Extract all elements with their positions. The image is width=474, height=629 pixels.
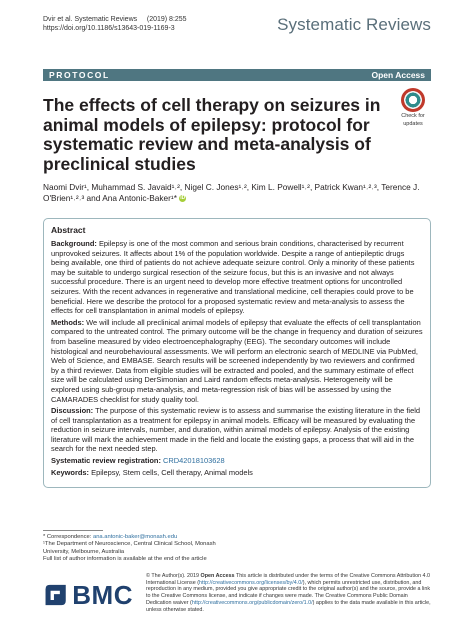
license-link-cc-zero[interactable]: http://creativecommons.org/publicdomain/zero/1.0/ (191, 599, 313, 606)
citation: Dvir et al. Systematic Reviews (43, 16, 138, 23)
author-info-note: Full list of author information is available at the end of the article (43, 556, 207, 563)
methods-text: We will include all preclinical animal models of epilepsy that evaluate the effects of cell transplantation compared to the untreated control. The primary outcome will be the change in frequency and duration of seizures from baseline measured by video electroencephalography (EEG). The secondary outcomes will include histological and neurobehavioural assessments. We will perform an electronic search of MEDLINE via PubMed, Web of Science, and EMBASE. Search results will be screened independently by two reviewers and confirmed by a third reviewer. Data from eligible studies will be extracted and pooled, and the summary estimate of effect size will be calculated using DerSimonian and Laird random effects meta-analysis. Heterogeneity will be explored using sub-group meta-analysis, and meta-regression risk of bias will be assessed by using the CAMARADES checklist for study quality tool. (51, 317, 423, 404)
open-access-label: Open Access (371, 70, 425, 80)
discussion-label: Discussion: (51, 406, 94, 416)
registration-link[interactable]: CRD42018103628 (163, 456, 225, 466)
bmc-logo (43, 575, 133, 615)
bmc-mark-icon (43, 580, 68, 610)
abstract-methods (51, 318, 423, 404)
footnotes (43, 530, 223, 564)
correspondence-label: * Correspondence: (43, 534, 92, 540)
article-meta (43, 15, 187, 33)
affiliation: ¹The Department of Neuroscience, Central Clinical School, Monash University, Melbourne, Australia (43, 541, 216, 555)
correspondence-email[interactable]: ana.antonic-baker@monash.edu (92, 534, 178, 540)
article-type-banner (43, 69, 431, 81)
keywords-label: Keywords: (51, 467, 90, 477)
license-link-cc-by[interactable]: http://creativecommons.org/licenses/by/4.0/ (199, 579, 303, 586)
footnote-divider (43, 530, 103, 531)
license-open-access: Open Access (200, 573, 235, 579)
registration-label: Systematic review registration: (51, 456, 161, 466)
license-body-3: ) applies to the data made available in this article, unless otherwise stated. (146, 599, 431, 613)
orcid-icon[interactable]: iD (180, 195, 186, 202)
doi-link[interactable]: https://doi.org/10.1186/s13643-019-1169-3 (43, 25, 175, 32)
license-copyright: © The Author(s). 2019 (146, 573, 200, 579)
bmc-logo-text: BMC (72, 579, 133, 610)
abstract-keywords (51, 468, 423, 478)
abstract-registration (51, 456, 423, 466)
article-title: The effects of cell therapy on seizures in animal models of epilepsy: protocol for systematic review and meta-analysis of preclinical studies (43, 95, 381, 174)
check-for-updates-badge[interactable] (397, 88, 429, 127)
abstract-background (51, 239, 423, 316)
methods-label: Methods: (51, 317, 85, 327)
discussion-text: The purpose of this systematic review is to assess and summarise the existing literature in the field of cell transplantation as a treatment for epilepsy in animal models. Efficacy will be measured by evaluating the reduction in seizure intervals, number, and duration, within animal models of epilepsy. Analysis of the existing literature will mark the achievement made in the field and locate the existing gaps, a process that will aid in the search for the next needed step. (51, 406, 421, 454)
authors-text: Naomi Dvir¹, Muhammad S. Javaid¹˒², Nigel C. Jones¹˒², Kim L. Powell¹˒², Patrick Kwan¹˒²˒³, Terence J. O'Brien¹˒²˒³ and Ana Antonic-Baker¹* (43, 182, 420, 203)
abstract-discussion (51, 406, 423, 454)
article-type: PROTOCOL (49, 70, 110, 80)
crossmark-icon (401, 88, 425, 112)
abstract-heading: Abstract (51, 225, 86, 235)
abstract-box (43, 218, 431, 488)
year-volume: (2019) 8:255 (146, 16, 187, 23)
crossmark-label-2: updates (403, 120, 423, 127)
license-body-1: This article is distributed under the terms of the Creative Commons Attribution 4.0 International License ( (146, 573, 431, 586)
license-body-2: ), which permits unrestricted use, distribution, and reproduction in any medium, provided you give appropriate credit to the original author(s) and the source, provide a link to the Creative Commons license, and indicate if changes were made. The Creative Commons Public Domain Dedication waiver ( (146, 579, 431, 606)
keywords-text: Epilepsy, Stem cells, Cell therapy, Animal models (91, 467, 253, 477)
crossmark-label-1: Check for (401, 113, 425, 119)
license-text (146, 573, 432, 613)
correspondence (43, 534, 223, 541)
background-text: Epilepsy is one of the most common and serious brain conditions, characterised by recurrent unprovoked seizures. It affects about 1% of the population worldwide. Despite a range of antiepileptic drugs being available, one third of patients do not achieve adequate seizure control. Only a minority of these patients may be suitable to undergo surgical resection of the seizure focus, but this is an invasive and not always successful procedure. There is an urgent need to develop more effective treatment options for uncontrolled seizures. With the recent advances in regenerative and translational medicine, cell therapies could prove to be beneficial. Here we describe the protocol for a proposed systematic review and meta-analysis to assess the effects for cell transplantation in animal models of epilepsy. (51, 239, 415, 316)
journal-name: Systematic Reviews (277, 15, 431, 34)
background-label: Background: (51, 239, 97, 248)
author-list (43, 182, 431, 204)
